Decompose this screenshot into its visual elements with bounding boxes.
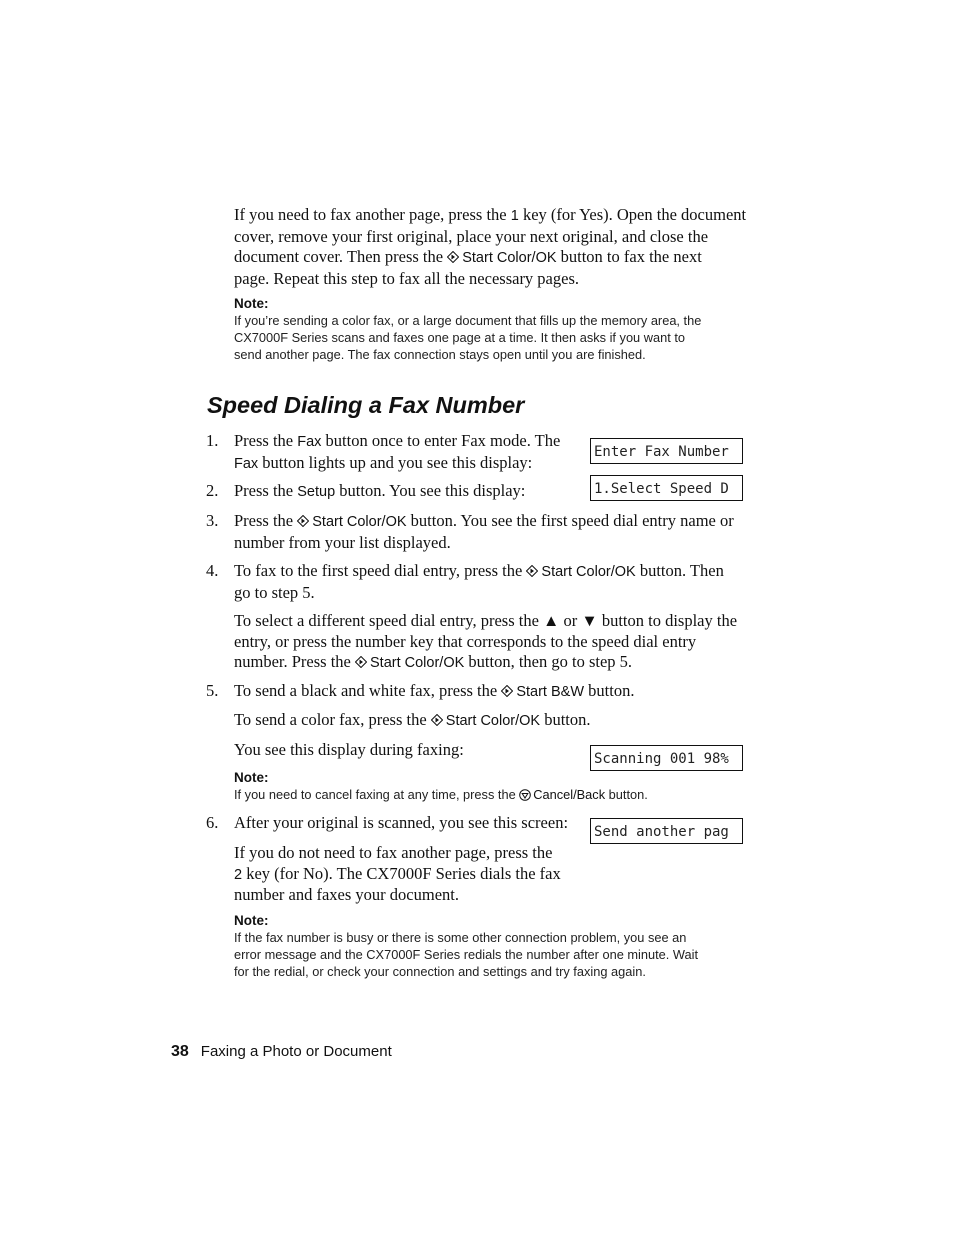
lcd-display: Enter Fax Number	[590, 438, 743, 464]
step-5-text	[234, 681, 754, 703]
step-3-text	[234, 511, 754, 553]
step-2-text	[234, 481, 574, 503]
step-line	[234, 652, 754, 674]
section-heading: Speed Dialing a Fax Number	[207, 392, 525, 418]
step-line	[234, 561, 754, 583]
text: button.	[605, 787, 648, 802]
step-number: 6.	[206, 813, 219, 832]
start-diamond-icon	[447, 251, 459, 263]
text: key (for Yes). Open the document	[518, 205, 747, 224]
text: To fax to the first speed dial entry, press the	[234, 561, 527, 580]
text: document cover. Then press the	[234, 247, 448, 266]
intro-line	[234, 247, 754, 269]
text: If you need to cancel faxing at any time, press the	[234, 787, 520, 802]
text: button. You see this display:	[335, 481, 526, 500]
note-line: If you’re sending a color fax, or a large document that fills up the memory area, the	[234, 313, 702, 328]
step-1-text	[234, 431, 574, 474]
step-5-color-text	[234, 710, 754, 732]
text: button to display the	[597, 611, 738, 630]
step-line	[234, 511, 754, 533]
note-line: error message and the CX7000F Series redials the number after one minute. Wait	[234, 947, 698, 962]
text: button. You see the first speed dial entry name or	[406, 511, 734, 530]
button-label: Start Color/OK	[462, 250, 557, 266]
step-number: 3.	[206, 511, 219, 530]
step-line	[234, 611, 754, 632]
text: button once to enter Fax mode. The	[321, 431, 561, 450]
step-number: 4.	[206, 561, 219, 580]
down-arrow-icon: ▼	[581, 611, 598, 630]
step-line	[234, 864, 574, 886]
note-line: CX7000F Series scans and faxes one page at a time. It then asks if you want to	[234, 330, 685, 345]
key-label: 2	[234, 866, 243, 883]
text: To send a color fax, press the	[234, 710, 431, 729]
button-label: Start B&W	[516, 684, 585, 700]
button-label: Start Color/OK	[312, 514, 407, 530]
text: or	[559, 611, 582, 630]
text: button lights up and you see this display:	[258, 452, 533, 472]
page-footer	[171, 1043, 392, 1061]
text: If you need to fax another page, press the	[234, 205, 511, 224]
intro-paragraph	[234, 205, 754, 289]
text: number. Press the	[234, 652, 355, 671]
button-label: Start Color/OK	[370, 655, 465, 671]
note-label: Note:	[234, 296, 269, 311]
step-6-text: After your original is scanned, you see this screen:	[234, 813, 569, 832]
note-line: send another page. The fax connection stays open until you are finished.	[234, 347, 646, 362]
note-label: Note:	[234, 770, 269, 785]
step-number: 2.	[206, 481, 219, 500]
text: button. Then	[635, 561, 724, 580]
start-diamond-icon	[431, 714, 443, 726]
lcd-display: 1.Select Speed D	[590, 475, 743, 501]
button-label: Start Color/OK	[541, 564, 636, 580]
key-label: Fax	[297, 434, 322, 450]
button-label: Start Color/OK	[445, 713, 541, 729]
step-line: entry, or press the number key that corresponds to the speed dial entry	[234, 631, 697, 651]
text: button to fax the next	[556, 247, 702, 266]
step-number: 5.	[206, 681, 219, 700]
intro-line: page. Repeat this step to fax all the necessary pages.	[234, 268, 580, 288]
step-line	[234, 453, 574, 475]
lcd-display: Send another pag	[590, 818, 743, 844]
stop-icon	[519, 789, 530, 800]
text: key (for No). The CX7000F Series dials the fax	[242, 863, 561, 883]
intro-line: cover, remove your first original, place your next original, and close the	[234, 226, 709, 246]
step-line: number and faxes your document.	[234, 885, 459, 904]
start-diamond-icon	[501, 685, 513, 697]
step-6-paragraph	[234, 843, 574, 906]
lcd-display: Scanning 001 98%	[590, 745, 743, 771]
note-label: Note:	[234, 913, 269, 928]
intro-line	[234, 205, 754, 227]
step-line: go to step 5.	[234, 582, 315, 602]
key-label: Fax	[234, 455, 259, 472]
start-diamond-icon	[355, 656, 367, 668]
up-arrow-icon: ▲	[543, 611, 560, 630]
text: Press the	[234, 511, 298, 530]
step-5-display-text: You see this display during faxing:	[234, 740, 464, 759]
note-block	[234, 770, 754, 803]
text: To send a black and white fax, press the	[234, 681, 502, 700]
text: button.	[540, 710, 591, 729]
start-diamond-icon	[526, 565, 538, 577]
step-line: If you do not need to fax another page, press the	[234, 843, 553, 862]
text: Press the	[234, 431, 298, 450]
page-number: 38	[171, 1043, 189, 1060]
text: Press the	[234, 481, 298, 500]
note-block	[234, 913, 754, 980]
note-line: for the redial, or check your connection and settings and try faxing again.	[234, 964, 646, 979]
step-4-text	[234, 561, 754, 603]
key-label: 1	[510, 208, 519, 224]
step-line	[234, 431, 574, 453]
start-diamond-icon	[297, 515, 309, 527]
step-line: number from your list displayed.	[234, 532, 451, 552]
chapter-title: Faxing a Photo or Document	[200, 1043, 392, 1060]
note-line: If the fax number is busy or there is some other connection problem, you see an	[234, 930, 687, 945]
key-label: Setup	[297, 484, 336, 500]
step-number: 1.	[206, 431, 219, 450]
text: button, then go to step 5.	[464, 652, 633, 671]
text: button.	[584, 681, 635, 700]
step-4-paragraph	[234, 611, 754, 674]
note-line	[234, 786, 754, 803]
note-block	[234, 296, 754, 363]
button-label: Cancel/Back	[533, 787, 606, 802]
text: To select a different speed dial entry, press the	[234, 611, 544, 630]
